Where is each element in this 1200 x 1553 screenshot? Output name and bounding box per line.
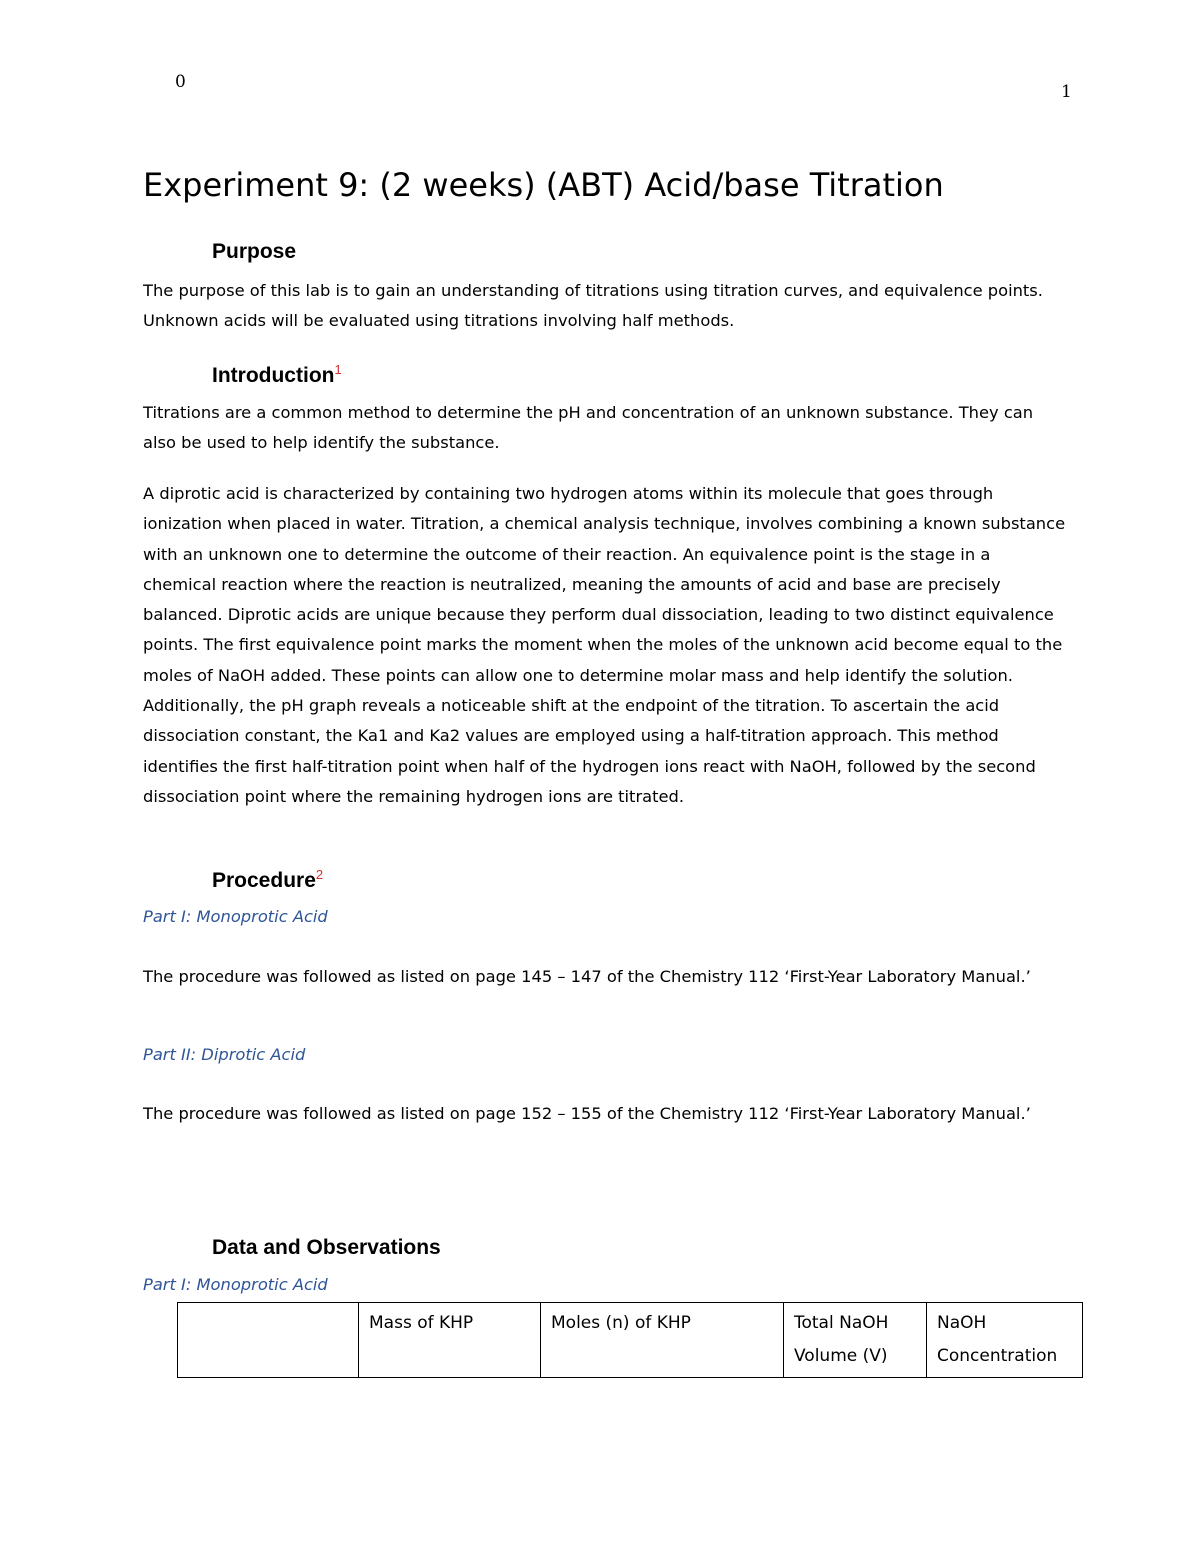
procedure-part1-text: The procedure was followed as listed on page 145 – 147 of the Chemistry 112 ‘First-Year Laboratory Manual.’ <box>143 967 1031 986</box>
procedure-part2-text: The procedure was followed as listed on page 152 – 155 of the Chemistry 112 ‘First-Year Laboratory Manual.’ <box>143 1104 1031 1123</box>
procedure-heading-text: Procedure <box>212 869 316 892</box>
document-title: Experiment 9: (2 weeks) (ABT) Acid/base Titration <box>143 166 944 204</box>
introduction-footnote-marker: 1 <box>334 362 342 377</box>
introduction-paragraph-2: A diprotic acid is characterized by containing two hydrogen atoms within its molecule that goes through ionization when placed in water. Titration, a chemical analysis technique, involves combining a known substance with an unknown one to determine the outcome of their reaction. An equivalence point is the stage in a chemical reaction where the reaction is neutralized, meaning the amounts of acid and base are precisely balanced. Diprotic acids are unique because they perform dual dissociation, leading to two distinct equivalence points. The first equivalence point marks the moment when the moles of the unknown acid become equal to the moles of NaOH added. These points can allow one to determine molar mass and help identify the solution. Additionally, the pH graph reveals a noticeable shift at the endpoint of the titration. To ascertain the acid dissociation constant, the Ka1 and Ka2 values are employed using a half-titration approach. This method identifies the first half-titration point when half of the hydrogen ions react with NaOH, followed by the second dissociation point where the remaining hydrogen ions are titrated. <box>143 484 1066 806</box>
data-part1-title: Part I: Monoprotic Acid <box>143 1275 328 1294</box>
procedure-part1-title: Part I: Monoprotic Acid <box>143 907 328 926</box>
procedure-part2-title: Part II: Diprotic Acid <box>143 1045 306 1064</box>
table-header-cell: Total NaOH Volume (V) <box>784 1303 927 1378</box>
introduction-heading-text: Introduction <box>212 364 335 387</box>
procedure-heading <box>212 869 323 893</box>
procedure-footnote-marker: 2 <box>315 867 324 882</box>
introduction-heading <box>212 364 342 388</box>
table-header-cell: Moles (n) of KHP <box>541 1303 784 1378</box>
table-header-cell: NaOH Concentration <box>927 1303 1083 1378</box>
table-header-cell: Mass of KHP <box>359 1303 541 1378</box>
purpose-heading-text: Purpose <box>212 240 297 263</box>
khp-data-table <box>177 1302 1083 1378</box>
table-header-cell <box>178 1303 359 1378</box>
introduction-paragraph-1: Titrations are a common method to determine the pH and concentration of an unknown substance. They can also be used to help identify the substance. <box>143 403 1034 453</box>
data-observations-heading-text: Data and Observations <box>212 1236 441 1259</box>
purpose-paragraph: The purpose of this lab is to gain an understanding of titrations using titration curves, and equivalence points. Unknown acids will be evaluated using titrations involving half methods. <box>143 281 1043 331</box>
header-page-number-left: 0 <box>175 72 186 92</box>
purpose-heading <box>212 240 296 264</box>
table-header-row <box>178 1303 1083 1378</box>
data-observations-heading <box>212 1236 441 1260</box>
header-page-number-right: 1 <box>1061 82 1072 102</box>
